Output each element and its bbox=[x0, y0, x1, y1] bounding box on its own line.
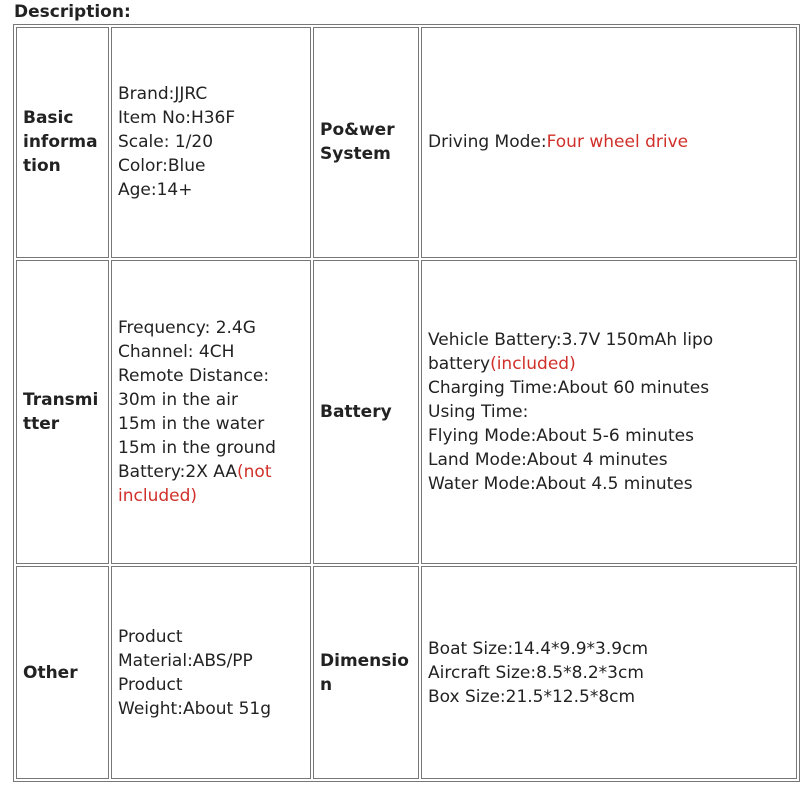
table-row-other bbox=[16, 566, 797, 779]
label-dimension: Dimensio n bbox=[313, 566, 419, 779]
distance-ground-text: 15m in the ground bbox=[118, 438, 276, 459]
driving-mode-label: Driving Mode: bbox=[428, 132, 547, 153]
table-row-basic bbox=[16, 27, 797, 258]
weight-text: Weight:About 51g bbox=[118, 698, 272, 719]
value-battery bbox=[421, 260, 797, 565]
vehicle-battery-text: Vehicle Battery:3.7V 150mAh lipo bbox=[428, 330, 714, 351]
value-other bbox=[111, 566, 311, 779]
product-material-label: Product bbox=[118, 626, 183, 647]
remote-distance-text: Remote Distance: bbox=[118, 366, 270, 387]
using-time-text: Using Time: bbox=[428, 402, 529, 423]
label-power-system: Po&wer System bbox=[313, 27, 419, 258]
boat-size-text: Boat Size:14.4*9.9*3.9cm bbox=[428, 638, 649, 659]
box-size-text: Box Size:21.5*12.5*8cm bbox=[428, 686, 636, 707]
value-dimension bbox=[421, 566, 797, 779]
value-transmitter bbox=[111, 260, 311, 565]
value-power-system bbox=[421, 27, 797, 258]
vehicle-battery-note: battery(included) bbox=[428, 354, 576, 375]
flying-mode-text: Flying Mode:About 5-6 minutes bbox=[428, 426, 694, 447]
channel-text: Channel: 4CH bbox=[118, 342, 235, 363]
spec-table bbox=[13, 24, 800, 782]
color-text: Color:Blue bbox=[118, 156, 206, 177]
description-heading: Description: bbox=[14, 2, 131, 22]
age-text: Age:14+ bbox=[118, 180, 193, 201]
value-basic-information bbox=[111, 27, 311, 258]
land-mode-text: Land Mode:About 4 minutes bbox=[428, 450, 668, 471]
product-weight-label: Product bbox=[118, 674, 183, 695]
brand-text: Brand:JJRC bbox=[118, 84, 208, 105]
label-other: Other bbox=[16, 566, 109, 779]
water-mode-text: Water Mode:About 4.5 minutes bbox=[428, 474, 693, 495]
frequency-text: Frequency: 2.4G bbox=[118, 318, 256, 339]
transmitter-battery-note: included) bbox=[118, 486, 198, 507]
label-battery: Battery bbox=[313, 260, 419, 565]
label-transmitter: Transmi tter bbox=[16, 260, 109, 565]
distance-air-text: 30m in the air bbox=[118, 390, 238, 411]
charging-time-text: Charging Time:About 60 minutes bbox=[428, 378, 710, 399]
scale-text: Scale: 1/20 bbox=[118, 132, 214, 153]
label-basic-information: Basic informa tion bbox=[16, 27, 109, 258]
transmitter-battery-text: Battery:2X AA(not bbox=[118, 462, 272, 483]
table-row-transmitter bbox=[16, 260, 797, 565]
material-text: Material:ABS/PP bbox=[118, 650, 253, 671]
driving-mode-value: Four wheel drive bbox=[546, 132, 689, 153]
aircraft-size-text: Aircraft Size:8.5*8.2*3cm bbox=[428, 662, 644, 683]
item-no-text: Item No:H36F bbox=[118, 108, 236, 129]
distance-water-text: 15m in the water bbox=[118, 414, 265, 435]
